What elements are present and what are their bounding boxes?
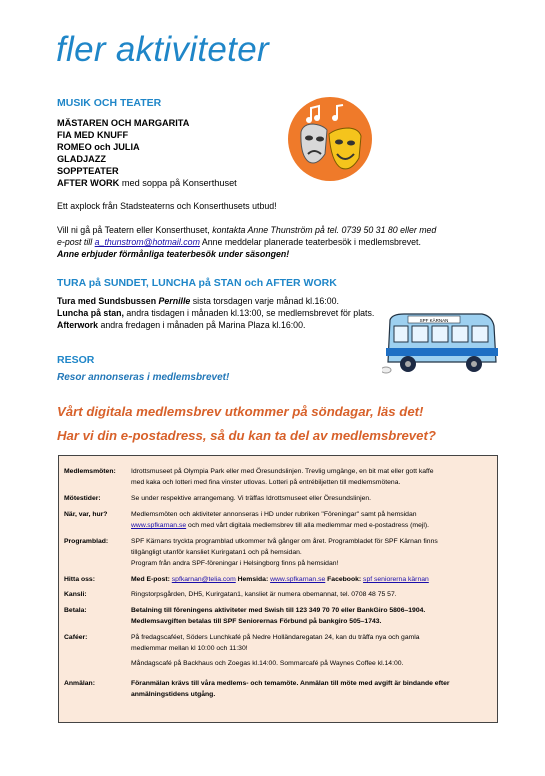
bus-icon bbox=[382, 312, 500, 378]
tura-text: Tura med Sundsbussen Pernille sista torsdagen varje månad kl.16:00. Luncha på stan, andra tisdagen i månaden kl.13:00, se medlemsbrevet för plats. Afterwork andra fredagen i månaden på Marina Plaza kl.16:00. bbox=[57, 296, 375, 330]
homepage-link[interactable]: www.spfkarnan.se bbox=[270, 576, 326, 583]
music-theater-heading: MUSIK OCH TEATER bbox=[57, 97, 162, 109]
list-item: AFTER WORK med soppa på Konserthuset bbox=[57, 178, 237, 188]
website-link[interactable]: www.spfkarnan.se bbox=[131, 522, 187, 529]
list-item: ROMEO och JULIA bbox=[57, 142, 140, 152]
list-item: MÄSTAREN OCH MARGARITA bbox=[57, 118, 190, 128]
bus-sign: SPF KÄRNAN bbox=[419, 318, 449, 323]
list-item: SOPPTEATER bbox=[57, 166, 119, 176]
contact-email-link[interactable]: a_thunstrom@hotmail.com bbox=[94, 237, 200, 247]
resor-heading: RESOR bbox=[57, 354, 95, 366]
excerpt-text: Ett axplock från Stadsteaterns och Konserthusets utbud! bbox=[57, 201, 277, 211]
contact-text: Vill ni gå på Teatern eller Konserthuset, kontakta Anne Thunström på tel. 0739 50 31 80 eller med e-post till a_thunstrom@hotmail.com Anne meddelar planerade teaterbesök i medlemsbrevet. Anne erbjuder förmånliga teaterbesök under säsongen! bbox=[57, 225, 437, 259]
email-link[interactable]: spfkarnan@telia.com bbox=[171, 576, 236, 583]
list-item: FIA MED KNUFF bbox=[57, 130, 129, 140]
show-list bbox=[57, 117, 237, 189]
info-box: Medlemsmöten: Idrottsmuseet på Olympia Park eller med Öresundslinjen. Trevlig umgänge, en bit mat eller gott kaffe med kaka och lotteri med fina vinster utlovas. Lotteri på entrébiljetten till medlemsmötena. Mötestider: Se under respektive arrangemang. Vi träffas Idrottsmuseet eller Öresundslinjen. När, var, hur? Medlemsmöten och aktiviteter annonseras i HD under rubriken "Föreningar" samt på hemsidan www.spfkarnan.se och med vårt digitala medlemsbrev till alla medlemmar med e-postadress (mejl). Programblad: SPF Kärnans tryckta programblad utkommer två gånger om året. Programbladet för SPF Kärnan finns tillgängligt utanför kansliet Kurirgatan1 och på hemsidan. Program från andra SPF-föreningar i Helsingborg finns på hemsidan! Hitta oss: Med E-post: spfkarnan@telia.com Hemsida: www.spfkarnan.se Facebook: spf seniorerna kärnan Kansli: Ringstorpsgården, DH5, Kurirgatan1, kansliet är numera obemannat, tel. 0708 48 75 57. Betala: Betalning till föreningens aktiviteter med Swish till 123 349 70 70 eller BankGiro 5806–1904. Medlemsavgiften betalas till SPF Seniorernas Förbund på bankgiro 505–1743. Caféer: På fredagscaféet, Söders Lunchkafé på Nedre Holländaregatan 24, kan du träffa nya och gamla medlemmar mellan kl 10:00 och 11:30! Måndagscafé på Backhaus och Zoegas kl.14:00. Sommarcafé på Waynes Coffee kl.14:00. Anmälan: Föranmälan krävs till våra medlems- och temamöte. Anmälan till möte med avgift är bindande efter anmälningstidens utgång. bbox=[58, 455, 498, 723]
resor-subtext: Resor annonseras i medlemsbrevet! bbox=[57, 372, 230, 383]
page-title: fler aktiviteter bbox=[56, 30, 269, 69]
newsletter-heading: Vårt digitala medlemsbrev utkommer på söndagar, läs det! bbox=[57, 404, 424, 419]
newsletter-question: Har vi din e-postadress, så du kan ta del av medlemsbrevet? bbox=[57, 428, 436, 443]
tura-heading: TURA på SUNDET, LUNCHA på STAN och AFTER WORK bbox=[57, 277, 337, 289]
theater-masks-icon bbox=[287, 96, 373, 182]
facebook-link[interactable]: spf seniorerna kärnan bbox=[363, 576, 429, 583]
list-item: GLADJAZZ bbox=[57, 154, 106, 164]
